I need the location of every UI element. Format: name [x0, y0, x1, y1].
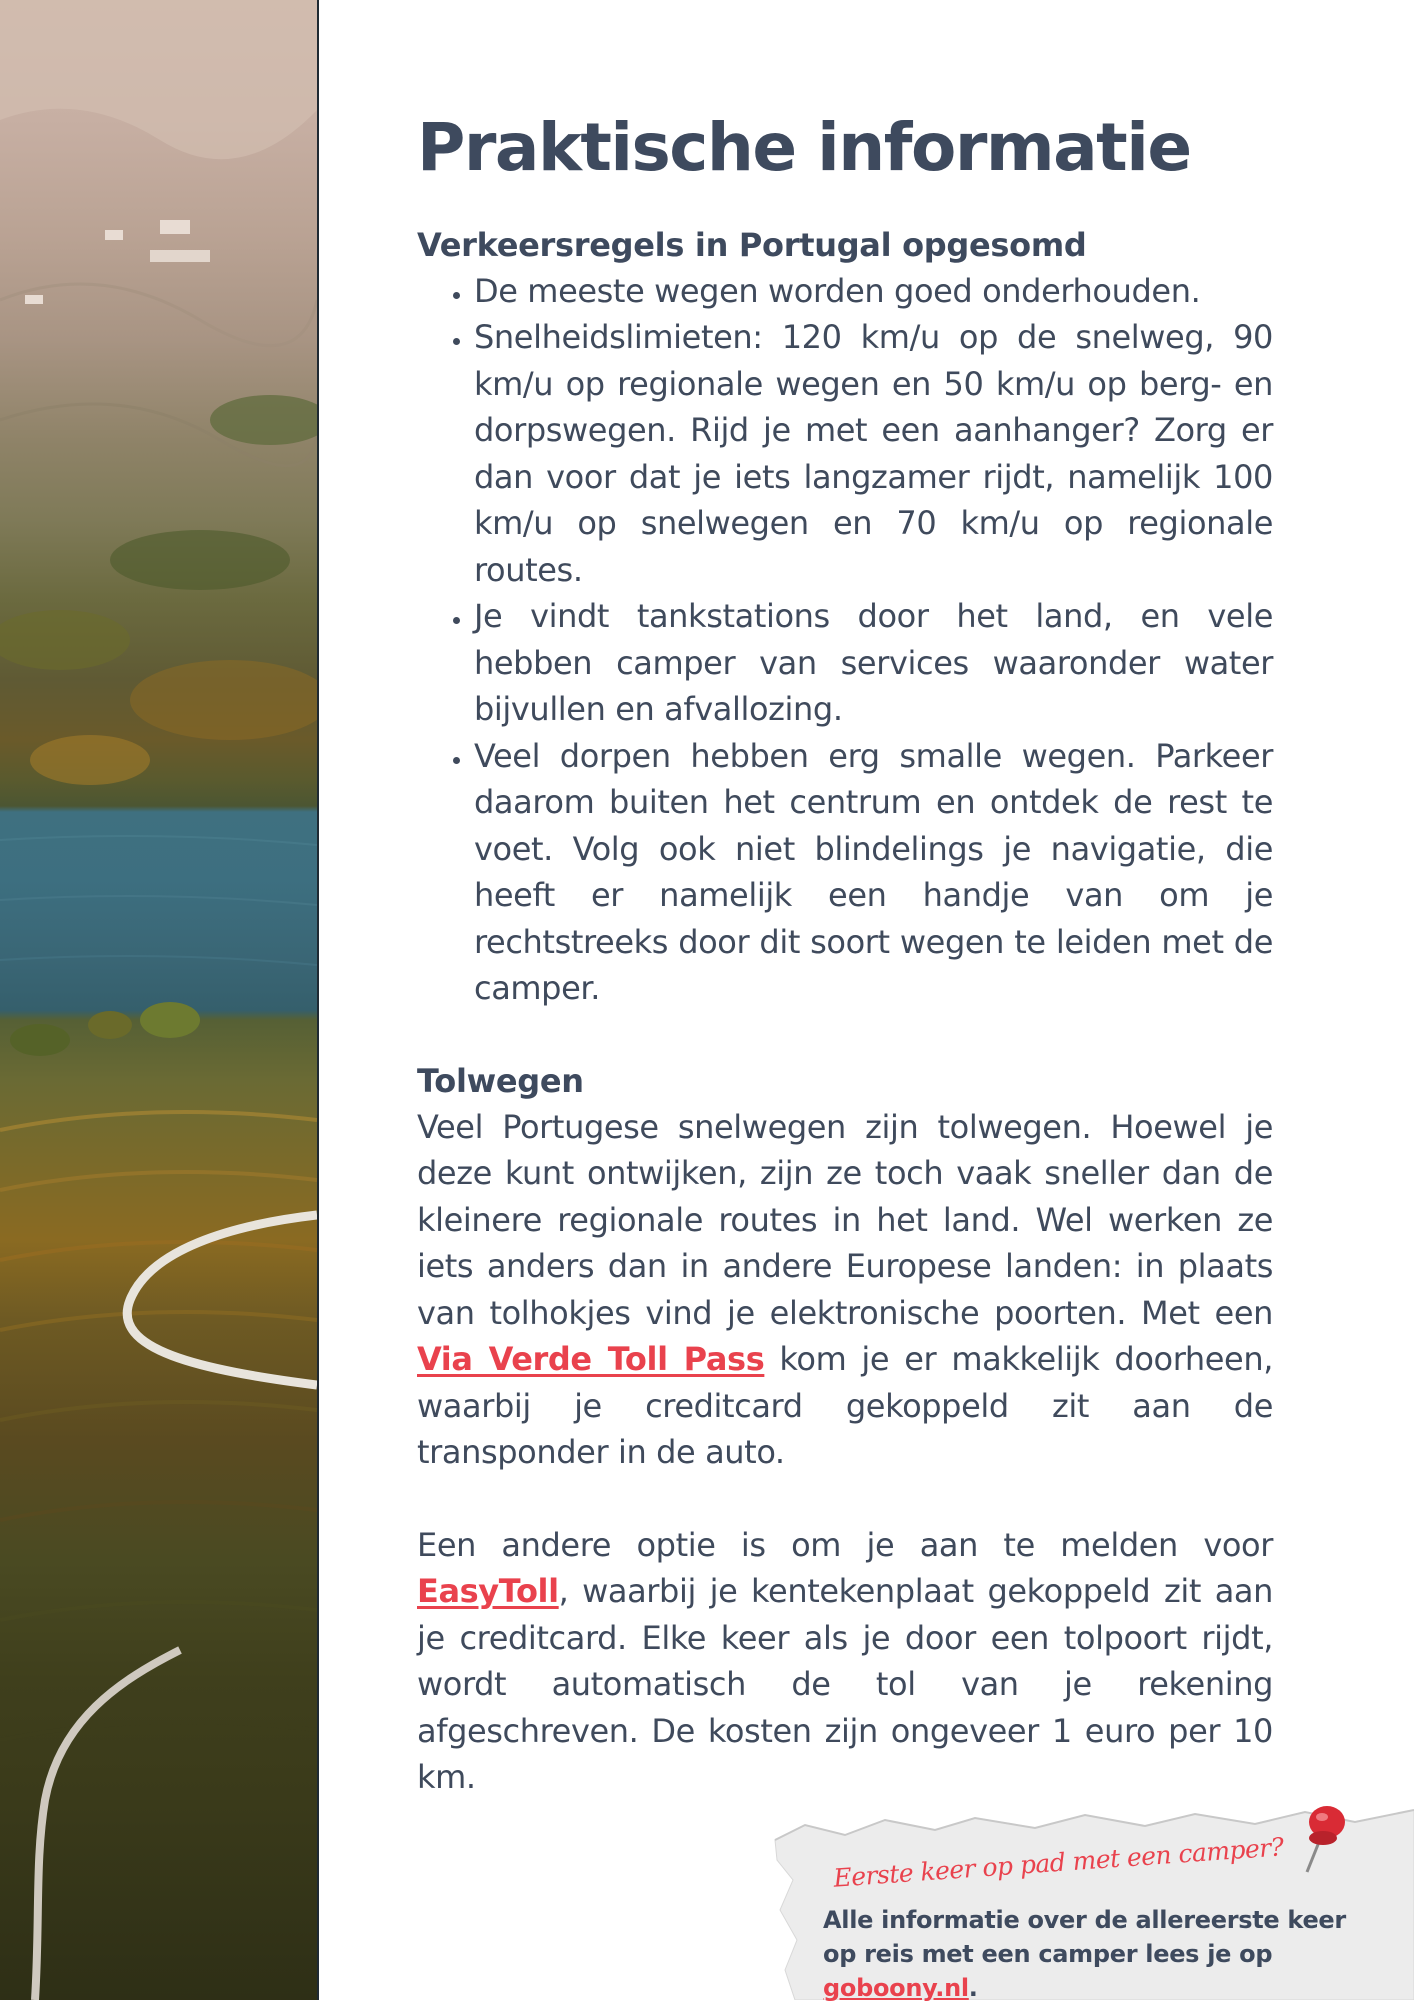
note-tagline: Eerste keer op pad met een camper? [832, 1832, 1285, 1893]
tolls-text: Veel Portugese snelwegen zijn tolwegen. Hoewel je deze kunt ontwijken, zijn ze toch vaak sneller dan de kleinere regionale routes in het land. Wel werken ze iets anders dan in andere Europese landen: in plaats van tolhokjes vind je elektronische poorten. Met een [417, 1107, 1273, 1332]
torn-paper-note [735, 1800, 1414, 2000]
tolls-paragraph-2 [417, 1522, 1273, 1801]
tolls-heading: Tolwegen [417, 1061, 584, 1100]
tolls-text: Een andere optie is om je aan te melden voor [417, 1525, 1273, 1564]
via-verde-link[interactable]: Via Verde Toll Pass [417, 1340, 765, 1379]
list-item: • De meeste wegen worden goed onderhouden. [474, 268, 1273, 315]
traffic-rules-list [417, 268, 1273, 1012]
tolls-text: kom je er makkelijk doorheen, waarbij je creditcard gekoppeld zit aan de transponder in de auto. [417, 1340, 1273, 1472]
tolls-paragraph-1 [417, 1104, 1273, 1476]
note-info-end: . [968, 1974, 978, 2002]
content-column [417, 110, 1273, 1801]
spacer [417, 1476, 1273, 1522]
note-info-text: Alle informatie over de allereerste keer op reis met een camper lees je op [823, 1906, 1346, 1968]
pushpin-icon [1295, 1800, 1355, 1880]
goboony-link[interactable]: goboony.nl [823, 1974, 969, 2002]
list-item: • Je vindt tankstations door het land, en vele hebben camper van services waaronder water bijvullen en afvallozing. [474, 593, 1273, 733]
tolls-text: , waarbij je kentekenplaat gekoppeld zit aan je creditcard. Elke keer als je door een tolpoort rijdt, wordt automatisch de tol van je rekening afgeschreven. De kosten zijn ongeveer 1 euro per 10 km. [417, 1572, 1273, 1797]
traffic-heading: Verkeersregels in Portugal opgesomd [417, 225, 1087, 264]
spacer [417, 1012, 1273, 1058]
list-item: • Veel dorpen hebben erg smalle wegen. Parkeer daarom buiten het centrum en ontdek de rest te voet. Volg ook niet blindelings je navigatie, die heeft er namelijk een handje van om je rechtstreeks door dit soort wegen te leiden met de camper. [474, 733, 1273, 1012]
page-title: Praktische informatie [417, 109, 1191, 186]
landscape-illustration [0, 0, 317, 2000]
note-info [823, 1903, 1383, 2005]
list-item: • Snelheidslimieten: 120 km/u op de snelweg, 90 km/u op regionale wegen en 50 km/u op berg- en dorpswegen. Rijd je met een aanhanger? Zorg er dan voor dat je iets langzamer rijdt, namelijk 100 km/u op snelwegen en 70 km/u op regionale routes. [474, 314, 1273, 593]
landscape-photo [0, 0, 317, 2000]
easytoll-link[interactable]: EasyToll [417, 1572, 559, 1611]
photo-divider [317, 0, 319, 2000]
